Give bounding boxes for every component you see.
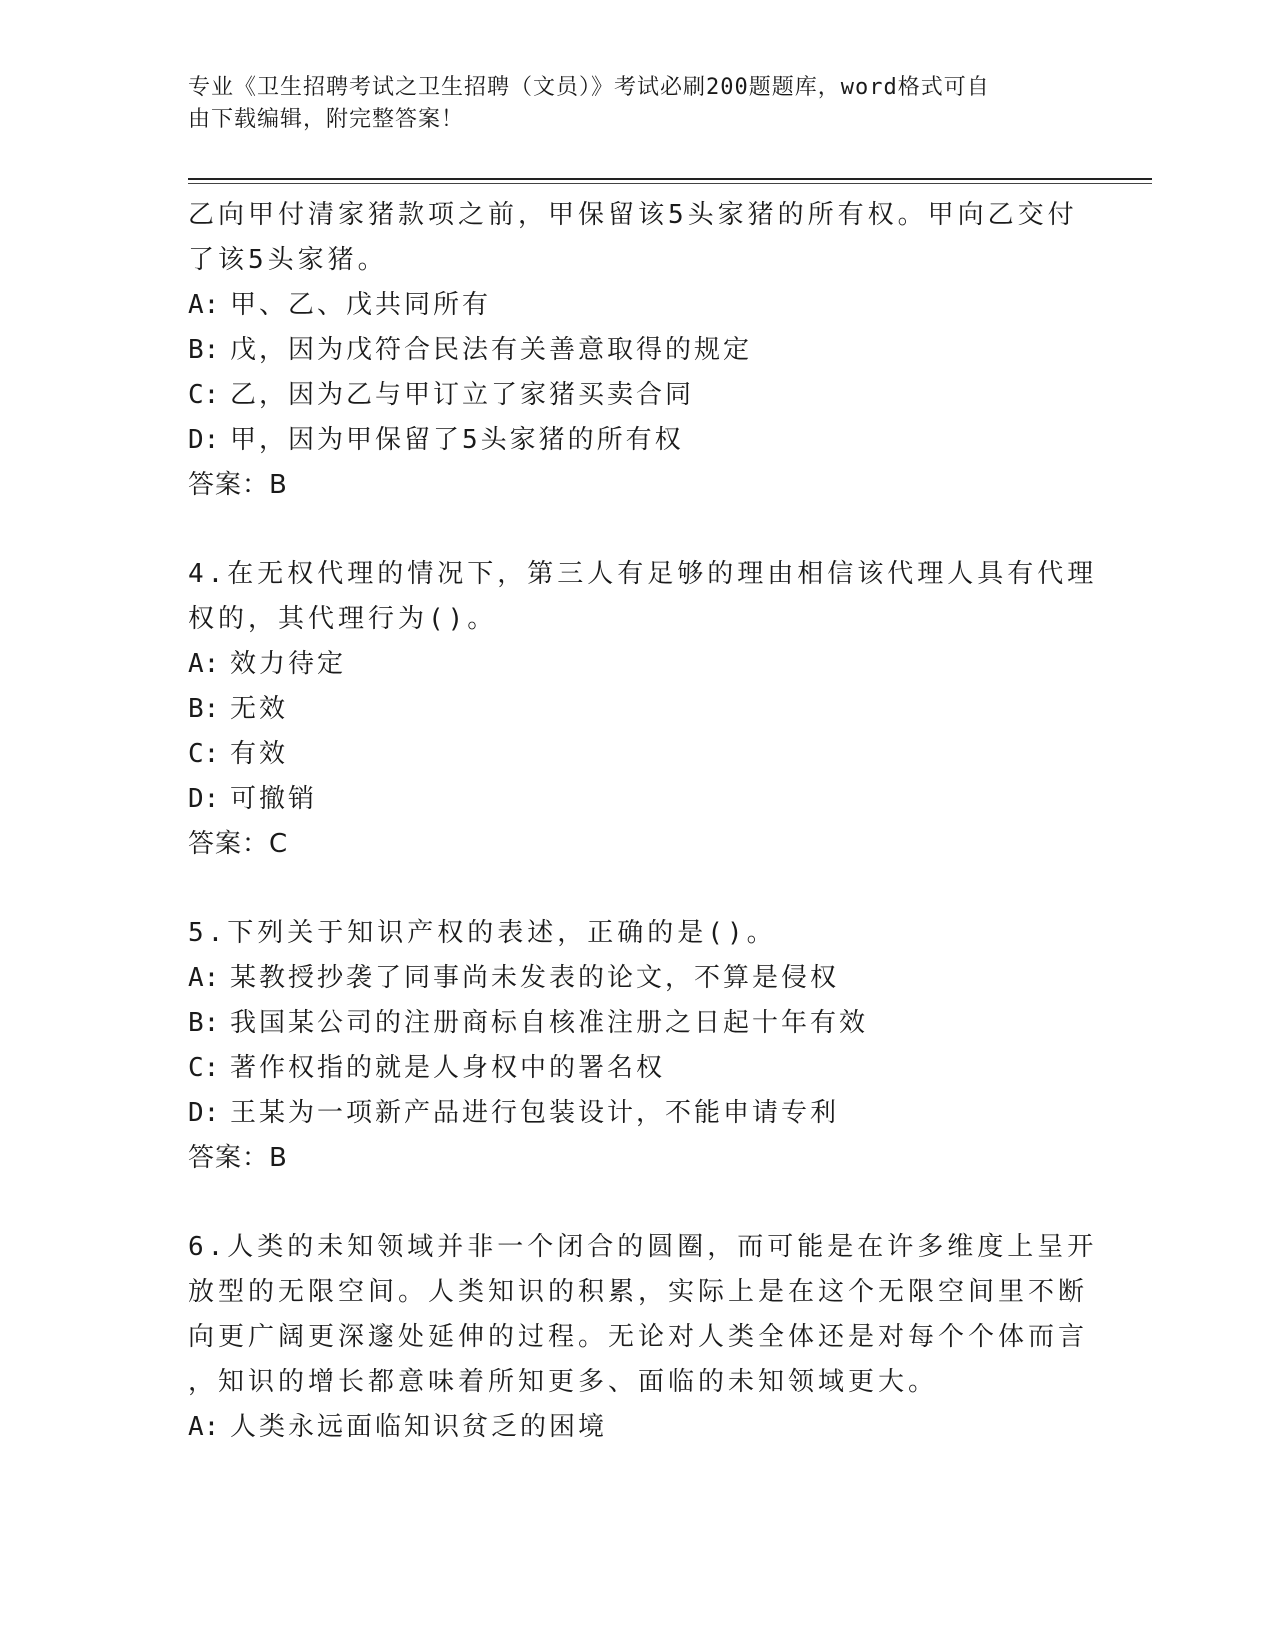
option-letter: C: [188,1053,220,1083]
option-c [188,732,1068,777]
option-text: 甲，因为甲保留了5头家猪的所有权 [230,425,684,455]
option-text: 可撤销 [230,784,318,814]
option-letter: D: [188,784,220,814]
option-letter: C: [188,380,220,410]
spacer [188,508,1068,552]
option-text: 我国某公司的注册商标自核准注册之日起十年有效 [230,1008,869,1038]
option-text: 无效 [230,694,289,724]
option-letter: C: [188,739,220,769]
question-stem-line: 乙向甲付清家猪款项之前，甲保留该5头家猪的所有权。甲向乙交付 [188,200,1078,230]
option-c [188,373,1068,418]
option-a [188,283,1068,328]
option-d [188,777,1068,822]
document-body [188,193,1098,1450]
header-title-line-2: 由下载编辑，附完整答案！ [188,107,465,132]
spacer [188,867,1068,911]
question-3 [188,193,1078,508]
option-a [188,1405,1068,1450]
header-divider-thin [188,183,1152,184]
option-text: 甲、乙、戊共同所有 [230,290,492,320]
option-text: 戊，因为戊符合民法有关善意取得的规定 [230,335,753,365]
question-stem-line: 权的，其代理行为()。 [188,604,498,634]
option-a [188,642,1068,687]
option-b [188,1001,1068,1046]
question-5 [188,911,1068,1181]
option-b [188,328,1068,373]
question-stem-line: ，知识的增长都意味着所知更多、面临的未知领域更大。 [188,1367,939,1397]
option-text: 王某为一项新产品进行包装设计，不能申请专利 [230,1098,840,1128]
header-divider [188,178,1152,180]
option-letter: A: [188,649,220,679]
option-letter: D: [188,1098,220,1128]
question-4 [188,552,1098,867]
question-stem-line: 向更广阔更深邃处延伸的过程。无论对人类全体还是对每个个体而言 [188,1322,1089,1352]
option-letter: A: [188,963,220,993]
option-letter: D: [188,425,220,455]
option-letter: B: [188,1008,220,1038]
question-stem-line: 了该5头家猪。 [188,245,388,275]
option-text: 有效 [230,739,289,769]
option-letter: A: [188,290,220,320]
option-c [188,1046,1068,1091]
answer-line: 答案：B [188,1143,288,1173]
document-header [188,72,1068,136]
option-text: 人类永远面临知识贫乏的困境 [230,1412,608,1442]
option-text: 效力待定 [230,649,347,679]
option-d [188,1091,1068,1136]
option-text: 著作权指的就是人身权中的署名权 [230,1053,666,1083]
spacer [188,1181,1068,1225]
question-stem-line: 6.人类的未知领域并非一个闭合的圆圈，而可能是在许多维度上呈开 [188,1232,1098,1262]
question-6 [188,1225,1098,1450]
option-letter: A: [188,1412,220,1442]
option-text: 某教授抄袭了同事尚未发表的论文，不算是侵权 [230,963,840,993]
option-d [188,418,1068,463]
header-title-line-1: 专业《卫生招聘考试之卫生招聘（文员）》考试必刷200题题库，word格式可自 [188,75,990,100]
option-a [188,956,1068,1001]
option-b [188,687,1068,732]
question-stem-line: 5.下列关于知识产权的表述，正确的是()。 [188,918,777,948]
answer-line: 答案：C [188,829,289,859]
option-letter: B: [188,694,220,724]
question-stem-line: 放型的无限空间。人类知识的积累，实际上是在这个无限空间里不断 [188,1277,1089,1307]
option-letter: B: [188,335,220,365]
option-text: 乙，因为乙与甲订立了家猪买卖合同 [230,380,695,410]
answer-line: 答案：B [188,470,288,500]
question-stem-line: 4.在无权代理的情况下，第三人有足够的理由相信该代理人具有代理 [188,559,1098,589]
